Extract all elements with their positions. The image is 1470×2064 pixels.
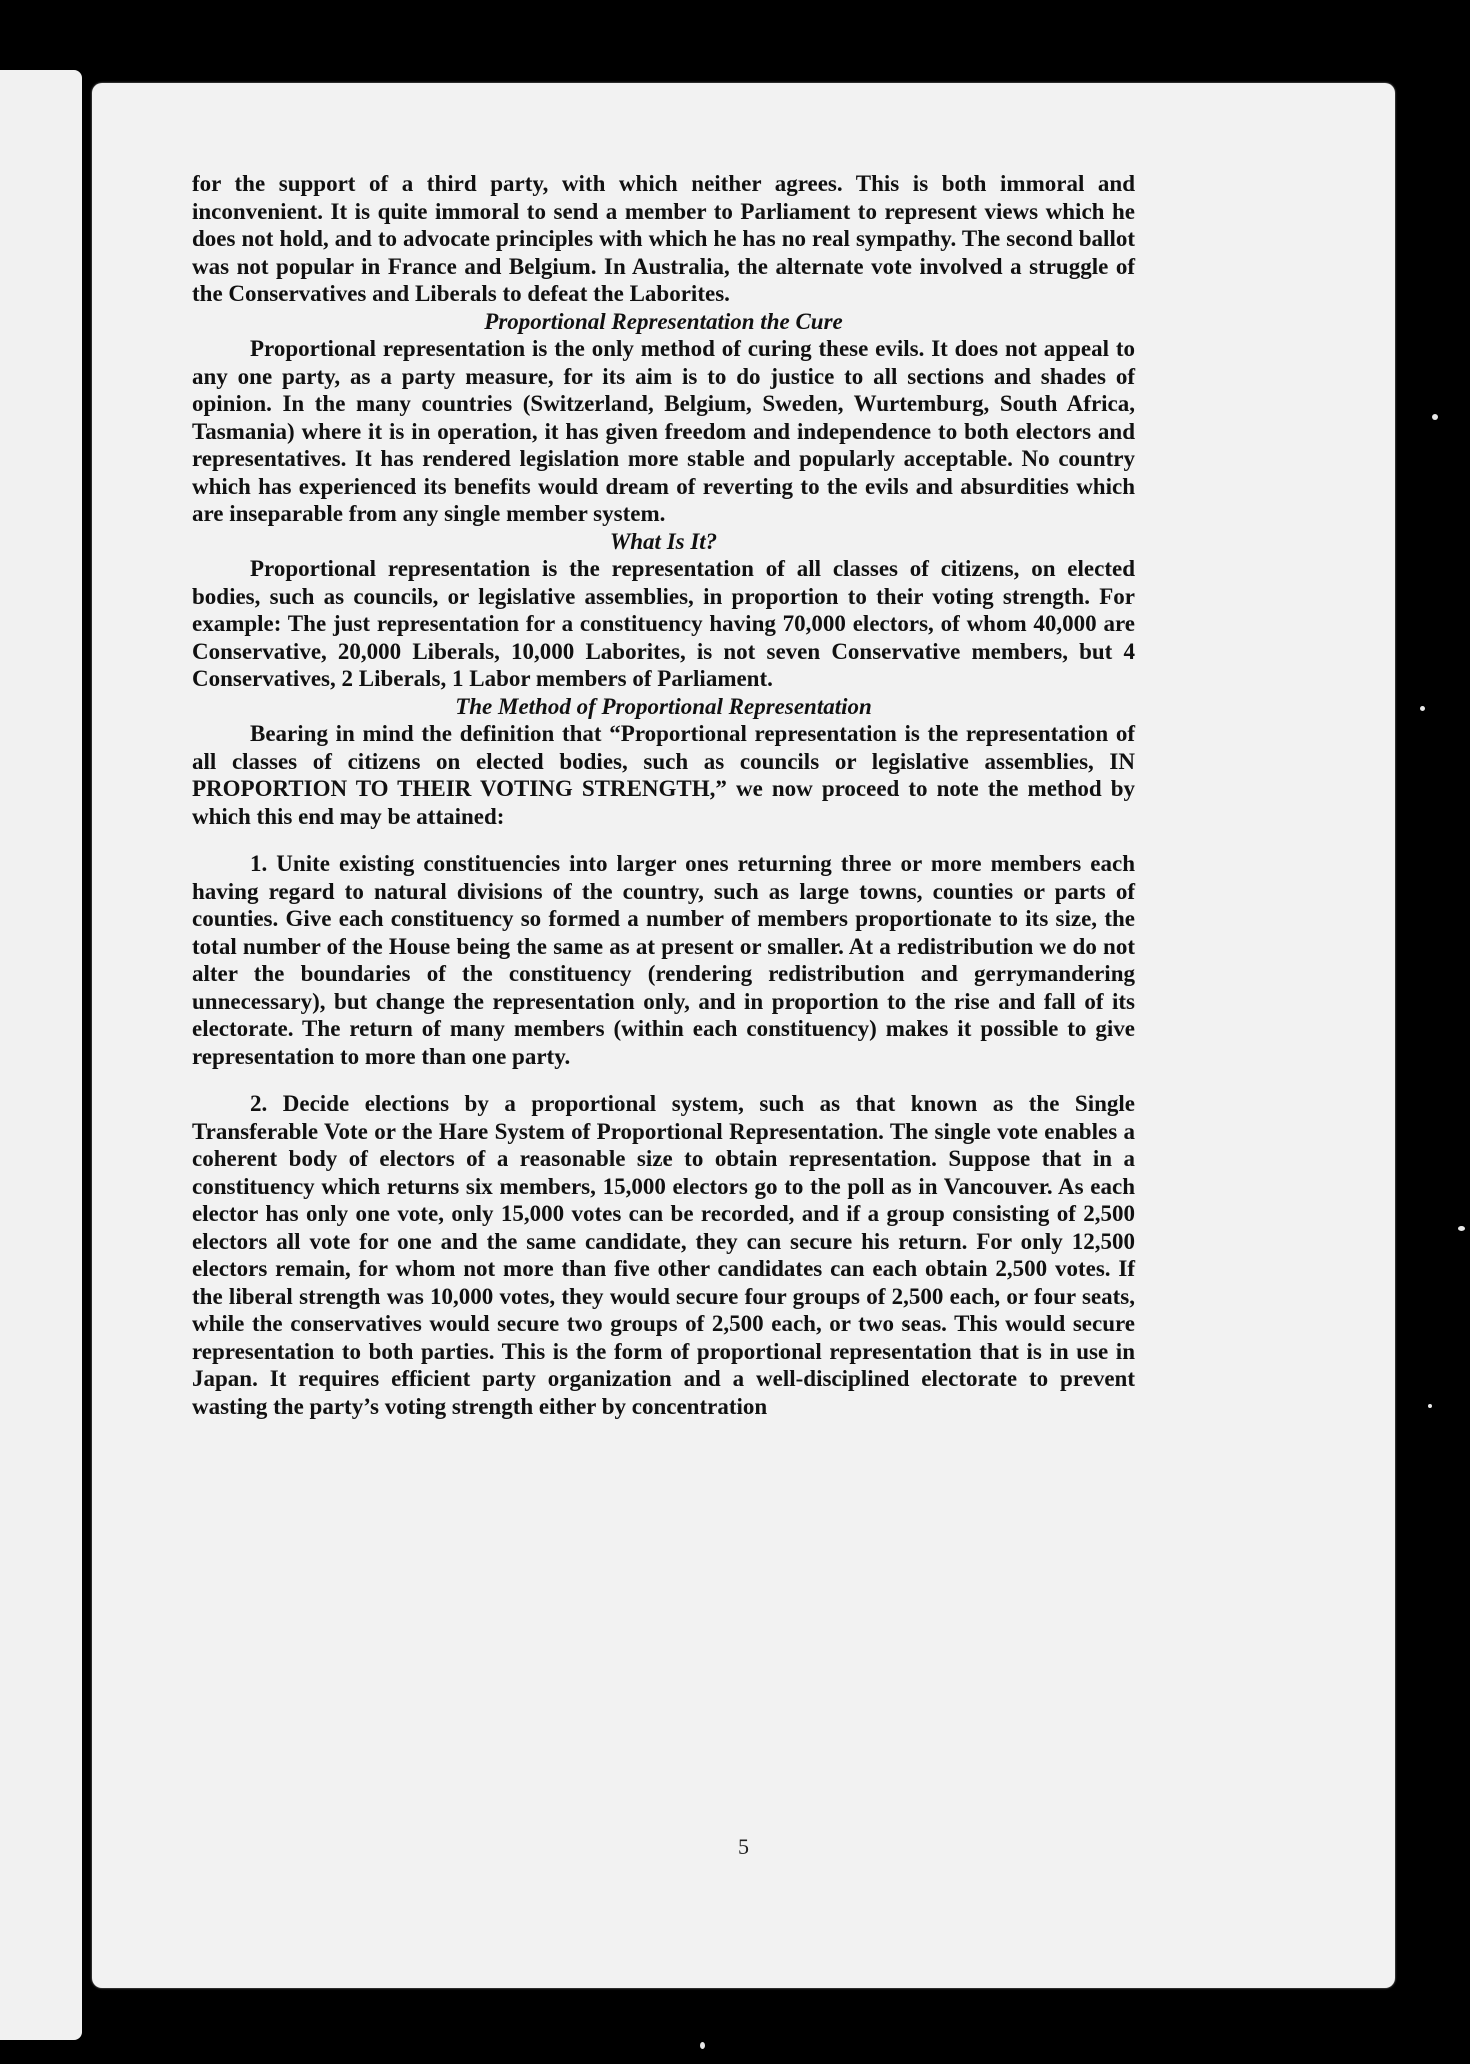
scan-speck: [1458, 1226, 1465, 1231]
scan-speck: [1432, 414, 1438, 420]
heading-method: The Method of Proportional Representation: [455, 693, 872, 719]
paragraph-method-intro: Bearing in mind the definition that “Proportional representation is the representation of all classes of citizens on elected bodies, such as councils or legislative assemblies, IN PROPORTION TO THEIR VOTING STRENGTH,” we now proceed to note the method by which this end may be attained:: [192, 721, 1135, 829]
heading-what-is-it: What Is It?: [609, 528, 718, 554]
paragraph-definition: Proportional representation is the representation of all classes of citizens, on elected bodies, such as councils, or legislative assemblies, in proportion to their voting strength. For example: The just representation for a constituency having 70,000 electors, of whom 40,000 are Conservative, 20,000 Liberals, 10,000 Laborites, is not seven Conservative members, but 4 Conservatives, 2 Liberals, 1 Labor members of Parliament.: [192, 556, 1135, 691]
previous-page-edge: [0, 70, 82, 2040]
paragraph-opening: for the support of a third party, with which neither agrees. This is both immoral and inconvenient. It is quite immoral to send a member to Parliament to represent views which he does not hold, and to advocate principles with which he has no real sympathy. The second ballot was not popular in France and Belgium. In Australia, the alternate vote involved a struggle of the Conservatives and Liberals to defeat the Laborites.: [192, 171, 1135, 306]
page-body: [192, 170, 1135, 1420]
paragraph-method-step-2: 2. Decide elections by a proportional system, such as that known as the Single Transferable Vote or the Hare System of Proportional Representation. The single vote enables a coherent body of electors of a reasonable size to obtain representation. Suppose that in a constituency which returns six members, 15,000 electors go to the poll as in Vancouver. As each elector has only one vote, only 15,000 votes can be recorded, and if a group consisting of 2,500 electors all vote for one and the same candidate, they can secure his return. For only 12,500 electors remain, for whom not more than five other candidates can each obtain 2,500 votes. If the liberal strength was 10,000 votes, they would secure four groups of 2,500 each, or four seats, while the conservatives would secure two groups of 2,500 each, or two seas. This would secure representation to both parties. This is the form of proportional representation that is in use in Japan. It requires efficient party organization and a well-disciplined electorate to prevent wasting the party’s voting strength either by concentration: [192, 1091, 1135, 1419]
scan-speck: [700, 2042, 705, 2049]
paragraph-cure: Proportional representation is the only method of curing these evils. It does not appeal to any one party, as a party measure, for its aim is to do justice to all sections and shades of opinion. In the many countries (Switzerland, Belgium, Sweden, Wurtemburg, South Africa, Tasmania) where it is in operation, it has given freedom and independence to both electors and representatives. It has rendered legislation more stable and popularly acceptable. No country which has experienced its benefits would dream of reverting to the evils and absurdities which are inseparable from any single member system.: [192, 336, 1135, 526]
heading-proportional-representation-cure: Proportional Representation the Cure: [484, 308, 843, 334]
scan-speck: [1428, 1404, 1432, 1408]
paragraph-method-step-1: 1. Unite existing constituencies into larger ones returning three or more members each having regard to natural divisions of the country, such as large towns, counties or parts of counties. Give each constituency so formed a number of members proportionate to its size, the total number of the House being the same as at present or smaller. At a redistribution we do not alter the boundaries of the constituency (rendering redistribution and gerrymandering unnecessary), but change the representation only, and in proportion to the rise and fall of its electorate. The return of many members (within each constituency) makes it possible to give representation to more than one party.: [192, 851, 1135, 1069]
scan-speck: [1420, 706, 1425, 711]
page-number: 5: [738, 1834, 749, 1859]
